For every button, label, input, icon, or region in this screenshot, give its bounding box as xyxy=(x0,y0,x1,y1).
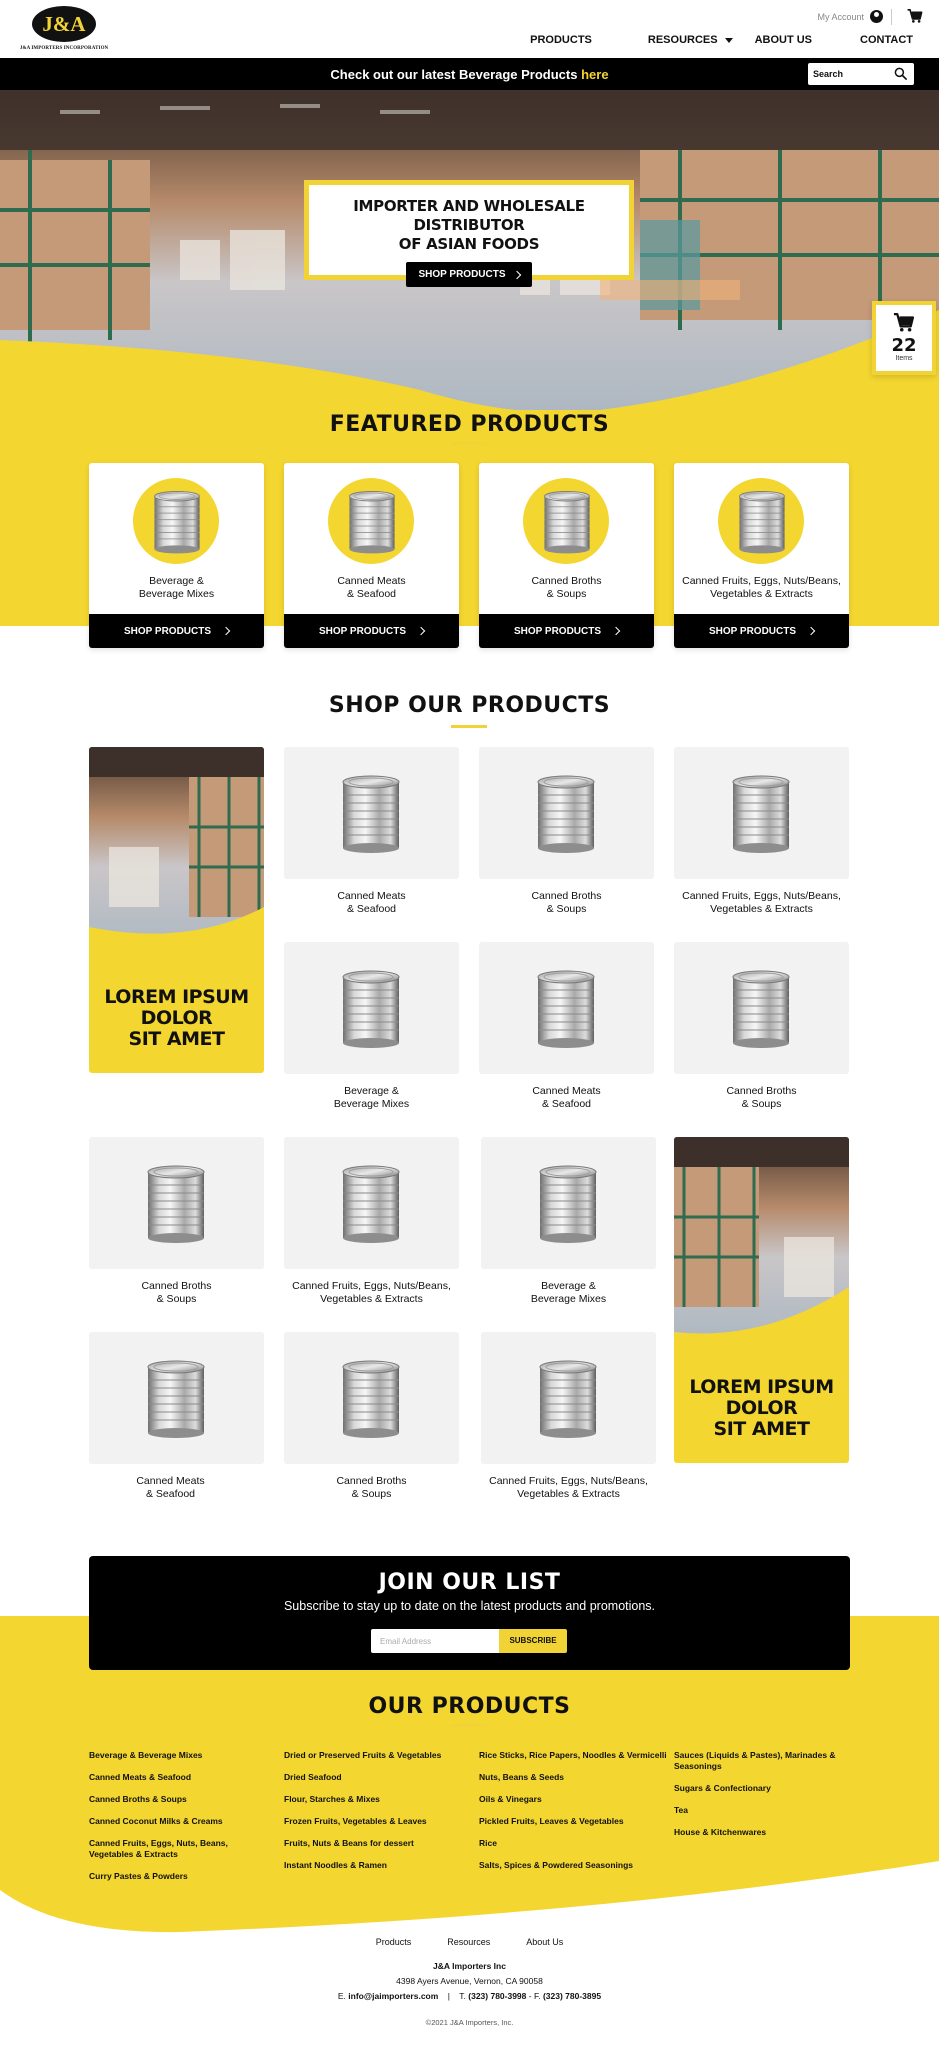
company-name: J&A Importers Inc xyxy=(433,1961,506,1971)
product-label xyxy=(83,1475,258,1501)
user-icon xyxy=(870,10,883,23)
label-line: Beverage Mixes xyxy=(530,1293,607,1305)
featured-title: FEATURED PRODUCTS xyxy=(329,412,610,437)
footer-link-products[interactable]: Products xyxy=(375,1937,412,1947)
promo-tile-line: DOLOR xyxy=(725,1397,798,1419)
category-link[interactable]: Canned Coconut Milks & Creams xyxy=(89,1816,223,1826)
my-account-link[interactable] xyxy=(817,10,883,23)
newsletter-form xyxy=(371,1629,567,1653)
product-label xyxy=(284,1085,459,1111)
category-link[interactable]: Salts, Spices & Powdered Seasonings xyxy=(479,1860,633,1870)
category-link[interactable]: Flour, Starches & Mixes xyxy=(284,1794,380,1804)
product-tile[interactable] xyxy=(284,942,459,1074)
category-link[interactable]: Rice Sticks, Rice Papers, Noodles & Vermicelli xyxy=(479,1750,667,1760)
subscribe-button[interactable]: SUBSCRIBE xyxy=(499,1629,567,1653)
category-column xyxy=(89,1750,279,1893)
search-icon[interactable] xyxy=(894,67,907,80)
chevron-right-icon xyxy=(612,627,620,635)
header-divider xyxy=(891,9,892,25)
label-line: Canned Broths xyxy=(141,1280,212,1292)
logo-text: J&A xyxy=(42,12,86,36)
product-label xyxy=(284,890,459,916)
category-column xyxy=(284,1750,474,1882)
contact-separator: | xyxy=(447,1991,450,2001)
promo-tile-line: LOREM IPSUM xyxy=(104,986,249,1008)
footer-nav xyxy=(0,1937,939,1947)
label-line: Vegetables & Extracts xyxy=(320,1293,423,1305)
label-line: & Soups xyxy=(351,1488,392,1500)
label-line: & Soups xyxy=(741,1098,782,1110)
label-line: & Seafood xyxy=(346,903,397,915)
product-tile[interactable] xyxy=(479,942,654,1074)
label-line: Canned Broths xyxy=(531,575,602,587)
hero-title-line2: OF ASIAN FOODS xyxy=(398,235,540,253)
category-link[interactable]: Rice xyxy=(479,1838,497,1848)
product-label xyxy=(481,1475,656,1501)
product-tile[interactable] xyxy=(481,1332,656,1464)
label-line: Canned Fruits, Eggs, Nuts/Beans, xyxy=(682,890,841,902)
promo-tile[interactable] xyxy=(674,1137,849,1463)
promo-tile-line: SIT AMET xyxy=(713,1418,810,1440)
can-icon xyxy=(149,489,205,555)
category-link[interactable]: Dried or Preserved Fruits & Vegetables xyxy=(284,1750,442,1760)
can-icon xyxy=(536,968,596,1050)
label-line: Vegetables & Extracts xyxy=(517,1488,620,1500)
promo-tile-line: SIT AMET xyxy=(128,1028,225,1050)
nav-about-us[interactable]: ABOUT US xyxy=(754,34,813,46)
label-line: Canned Meats xyxy=(532,1085,601,1097)
footer-link-about-us[interactable]: About Us xyxy=(526,1937,564,1947)
label-line: Canned Fruits, Eggs, Nuts/Beans, xyxy=(682,575,841,587)
label-line: Canned Broths xyxy=(726,1085,797,1097)
fax-prefix: - F. xyxy=(528,1991,541,2001)
hero-shop-button-label: SHOP PRODUCTS xyxy=(418,269,506,280)
promo-link[interactable]: here xyxy=(581,67,609,82)
label-line: Vegetables & Extracts xyxy=(710,588,813,600)
category-link[interactable]: Fruits, Nuts & Beans for dessert xyxy=(284,1838,414,1848)
product-label xyxy=(479,890,654,916)
newsletter-title: JOIN OUR LIST xyxy=(378,1570,561,1595)
product-label xyxy=(481,1280,656,1306)
can-icon xyxy=(536,773,596,855)
category-link[interactable]: Tea xyxy=(674,1805,689,1815)
label-line: & Seafood xyxy=(541,1098,592,1110)
category-link[interactable]: House & Kitchenwares xyxy=(674,1827,767,1837)
label-line: Canned Meats xyxy=(136,1475,205,1487)
site-logo[interactable] xyxy=(18,6,110,52)
can-icon xyxy=(538,1358,598,1440)
can-icon xyxy=(341,968,401,1050)
featured-card[interactable] xyxy=(479,463,654,648)
search-box xyxy=(808,63,914,85)
email-link[interactable]: info@jaimporters.com xyxy=(348,1991,439,2001)
newsletter-subtitle: Subscribe to stay up to date on the latest products and promotions. xyxy=(283,1599,656,1613)
featured-card[interactable] xyxy=(89,463,264,648)
can-icon xyxy=(538,1163,598,1245)
promo-bar xyxy=(0,58,939,90)
button-label: SHOP PRODUCTS xyxy=(708,625,797,637)
can-icon xyxy=(344,489,400,555)
label-line: & Soups xyxy=(156,1293,197,1305)
category-link[interactable]: Canned Fruits, Eggs, Nuts, Beans, Vegetables & Extracts xyxy=(89,1838,228,1859)
logo-subtitle: J&A IMPORTERS INCORPORATION xyxy=(19,46,109,51)
category-link[interactable]: Beverage & Beverage Mixes xyxy=(89,1750,203,1760)
warehouse-photo xyxy=(674,1137,849,1337)
featured-label xyxy=(288,575,455,601)
promo-tile-line: LOREM IPSUM xyxy=(689,1376,834,1398)
our-products-underline xyxy=(451,1724,487,1727)
my-account-label: My Account xyxy=(817,11,864,22)
cart-icon[interactable] xyxy=(907,9,923,23)
label-line: Canned Fruits, Eggs, Nuts/Beans, xyxy=(489,1475,648,1487)
hero-card xyxy=(304,180,634,280)
promo-message: Check out our latest Beverage Products xyxy=(330,67,578,82)
hero-banner xyxy=(0,90,939,410)
label-line: Beverage & xyxy=(344,1085,399,1097)
can-icon xyxy=(539,489,595,555)
chevron-right-icon xyxy=(807,627,815,635)
label-line: Canned Meats xyxy=(337,575,406,587)
hero-title-line1: IMPORTER AND WHOLESALE DISTRIBUTOR xyxy=(353,197,585,234)
promo-tile-line: DOLOR xyxy=(140,1007,213,1029)
category-link[interactable]: Canned Meats & Seafood xyxy=(89,1772,192,1782)
product-label xyxy=(479,1085,654,1111)
product-tile[interactable] xyxy=(89,1332,264,1464)
chevron-right-icon xyxy=(222,627,230,635)
product-label xyxy=(89,1280,264,1306)
category-link[interactable]: Frozen Fruits, Vegetables & Leaves xyxy=(284,1816,427,1826)
main-nav xyxy=(530,34,913,46)
featured-shop-button[interactable] xyxy=(284,614,459,648)
site-header xyxy=(0,0,939,58)
phone-prefix: T. xyxy=(459,1991,466,2001)
can-icon xyxy=(731,773,791,855)
product-tile[interactable] xyxy=(284,1332,459,1464)
product-tile[interactable] xyxy=(479,747,654,879)
featured-shop-button[interactable] xyxy=(89,614,264,648)
chevron-right-icon xyxy=(512,270,520,278)
newsletter-card xyxy=(89,1556,850,1670)
featured-card[interactable] xyxy=(284,463,459,648)
chevron-right-icon xyxy=(417,627,425,635)
nav-resources-label: RESOURCES xyxy=(647,34,718,46)
our-products-title: OUR PRODUCTS xyxy=(368,1694,571,1719)
label-line: & Soups xyxy=(546,903,587,915)
featured-underline xyxy=(451,442,487,445)
featured-shop-button[interactable] xyxy=(674,614,849,648)
featured-label xyxy=(678,575,845,601)
product-tile[interactable] xyxy=(89,1137,264,1269)
can-icon xyxy=(734,489,790,555)
product-tile[interactable] xyxy=(674,747,849,879)
product-tile[interactable] xyxy=(284,1137,459,1269)
label-line: Vegetables & Extracts xyxy=(710,903,813,915)
copyright: ©2021 J&A Importers, Inc. xyxy=(425,2018,514,2027)
promo-tile-text xyxy=(674,1377,849,1440)
email-prefix: E. xyxy=(337,1991,346,2001)
can-icon xyxy=(341,1163,401,1245)
category-link[interactable]: Curry Pastes & Powders xyxy=(89,1871,188,1881)
label-line: Canned Broths xyxy=(336,1475,407,1487)
featured-shop-button[interactable] xyxy=(479,614,654,648)
contact-line xyxy=(0,1989,939,2003)
product-label xyxy=(284,1475,459,1501)
category-link[interactable]: Sauces (Liquids & Pastes), Marinades & Seasonings xyxy=(674,1750,836,1771)
category-link[interactable]: Nuts, Beans & Seeds xyxy=(479,1772,565,1782)
footer-link-resources[interactable]: Resources xyxy=(447,1937,491,1947)
button-label: SHOP PRODUCTS xyxy=(513,625,602,637)
phone-number[interactable]: (323) 780-3998 xyxy=(468,1991,527,2001)
category-link[interactable]: Sugars & Confectionary xyxy=(674,1783,771,1793)
button-label: SHOP PRODUCTS xyxy=(123,625,212,637)
category-link[interactable]: Instant Noodles & Ramen xyxy=(284,1860,387,1870)
shop-title: SHOP OUR PRODUCTS xyxy=(328,693,611,718)
label-line: Canned Broths xyxy=(531,890,602,902)
category-link[interactable]: Dried Seafood xyxy=(284,1772,342,1782)
nav-products[interactable]: PRODUCTS xyxy=(530,34,592,46)
label-line: & Seafood xyxy=(346,588,397,600)
promo-tile-text xyxy=(89,987,264,1050)
can-icon xyxy=(146,1358,206,1440)
label-line: Beverage Mixes xyxy=(333,1098,410,1110)
product-label xyxy=(284,1280,459,1306)
product-tile[interactable] xyxy=(284,747,459,879)
nav-resources[interactable] xyxy=(648,34,733,46)
category-link[interactable]: Canned Broths & Soups xyxy=(89,1794,187,1804)
floating-cart[interactable] xyxy=(872,301,936,375)
nav-contact[interactable]: CONTACT xyxy=(860,34,913,46)
button-label: SHOP PRODUCTS xyxy=(318,625,407,637)
category-link[interactable]: Pickled Fruits, Leaves & Vegetables xyxy=(479,1816,624,1826)
can-icon xyxy=(341,1358,401,1440)
promo-text xyxy=(0,67,939,82)
featured-label xyxy=(93,575,260,601)
label-line: & Soups xyxy=(546,588,587,600)
featured-card[interactable] xyxy=(674,463,849,648)
can-icon xyxy=(146,1163,206,1245)
product-tile[interactable] xyxy=(481,1137,656,1269)
promo-tile[interactable] xyxy=(89,747,264,1073)
product-label xyxy=(674,890,849,916)
search-input[interactable] xyxy=(813,66,893,82)
warehouse-photo xyxy=(89,747,264,947)
label-line: Beverage & xyxy=(149,575,204,587)
cart-count: 22 xyxy=(891,335,917,356)
email-field[interactable] xyxy=(371,1629,499,1653)
cart-icon xyxy=(893,313,915,332)
chevron-down-icon xyxy=(725,38,733,43)
category-link[interactable]: Oils & Vinegars xyxy=(479,1794,542,1804)
hero-shop-button[interactable] xyxy=(406,262,531,287)
product-tile[interactable] xyxy=(674,942,849,1074)
fax-number: (323) 780-3895 xyxy=(542,1991,602,2001)
label-line: Beverage & xyxy=(541,1280,596,1292)
hero-title xyxy=(309,197,629,254)
cart-items-label: Items xyxy=(895,355,913,362)
category-column xyxy=(479,1750,674,1882)
shop-underline xyxy=(451,725,487,728)
featured-label xyxy=(483,575,650,601)
company-address: 4398 Ayers Avenue, Vernon, CA 90058 xyxy=(396,1976,543,1986)
label-line: Canned Fruits, Eggs, Nuts/Beans, xyxy=(292,1280,451,1292)
product-label xyxy=(674,1085,849,1111)
category-column xyxy=(674,1750,844,1849)
label-line: Beverage Mixes xyxy=(138,588,215,600)
can-icon xyxy=(341,773,401,855)
can-icon xyxy=(731,968,791,1050)
label-line: Canned Meats xyxy=(337,890,406,902)
label-line: & Seafood xyxy=(145,1488,196,1500)
